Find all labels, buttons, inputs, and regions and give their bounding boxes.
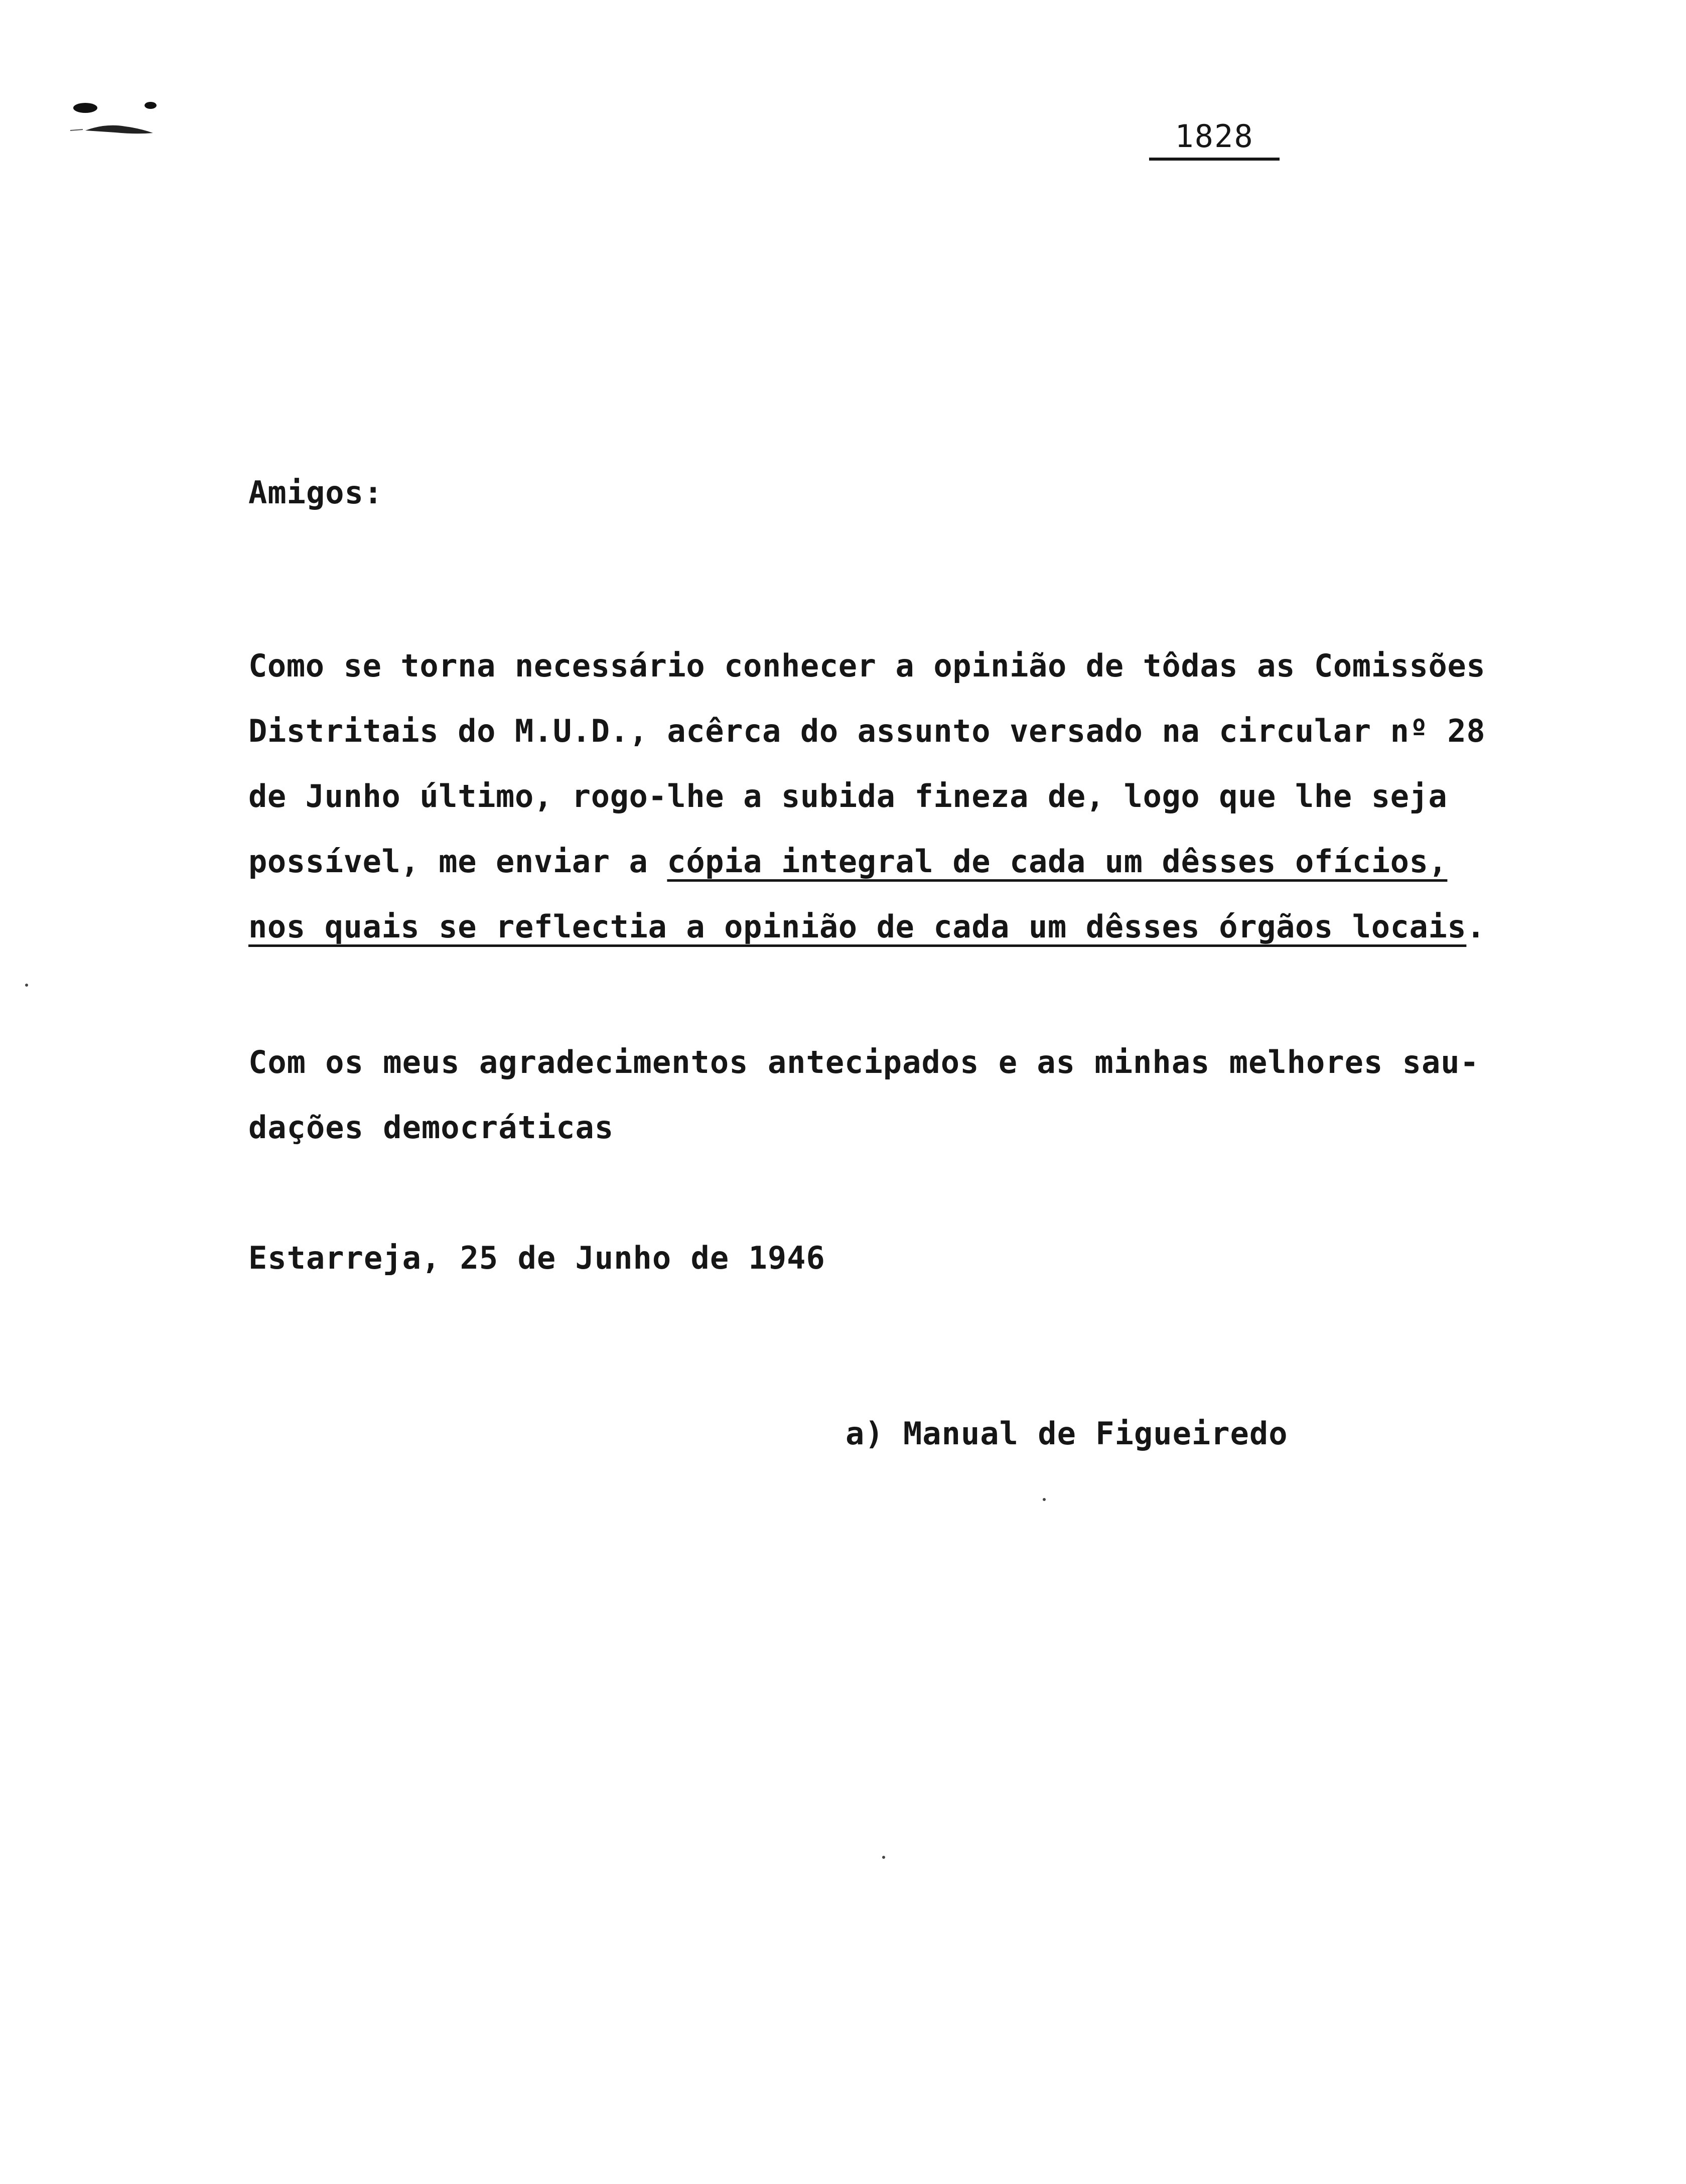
body-line-3: de Junho último, rogo-lhe a subida fineza de, logo que lhe seja xyxy=(248,778,1448,814)
body-line-1: Como se torna necessário conhecer a opinião de tôdas as Comissões xyxy=(248,647,1486,684)
body-line-4-underlined: cópia integral de cada um dêsses ofícios, xyxy=(667,843,1448,880)
body-line-5-underlined: nos quais se reflectia a opinião de cada um dêsses órgãos locais xyxy=(248,908,1467,945)
speck-3 xyxy=(1043,1498,1046,1501)
signature-prefix: a) xyxy=(846,1415,903,1452)
body-line-4-plain: possível, me enviar a xyxy=(248,843,667,880)
closing-line-1: Com os meus agradecimentos antecipados e as minhas melhores sau- xyxy=(248,1044,1479,1080)
document-number: 1828 xyxy=(1149,118,1280,161)
ink-blot xyxy=(65,95,176,151)
greeting: Amigos: xyxy=(248,474,383,511)
signature-line xyxy=(846,1415,1288,1452)
speck-2 xyxy=(25,984,28,987)
signature-first-name: Manual xyxy=(903,1415,1019,1452)
place-date: Estarreja, 25 de Junho de 1946 xyxy=(248,1240,825,1276)
body-line-2: Distritais do M.U.D., acêrca do assunto versado na circular nº 28 xyxy=(248,713,1486,749)
closing-line-2: dações democráticas xyxy=(248,1109,614,1146)
body-line-5-end: . xyxy=(1466,908,1486,945)
body-line-5 xyxy=(248,908,1485,945)
speck-1 xyxy=(882,1856,885,1859)
body-line-4 xyxy=(248,843,1447,880)
signature-rest: de Figueiredo xyxy=(1018,1415,1288,1452)
